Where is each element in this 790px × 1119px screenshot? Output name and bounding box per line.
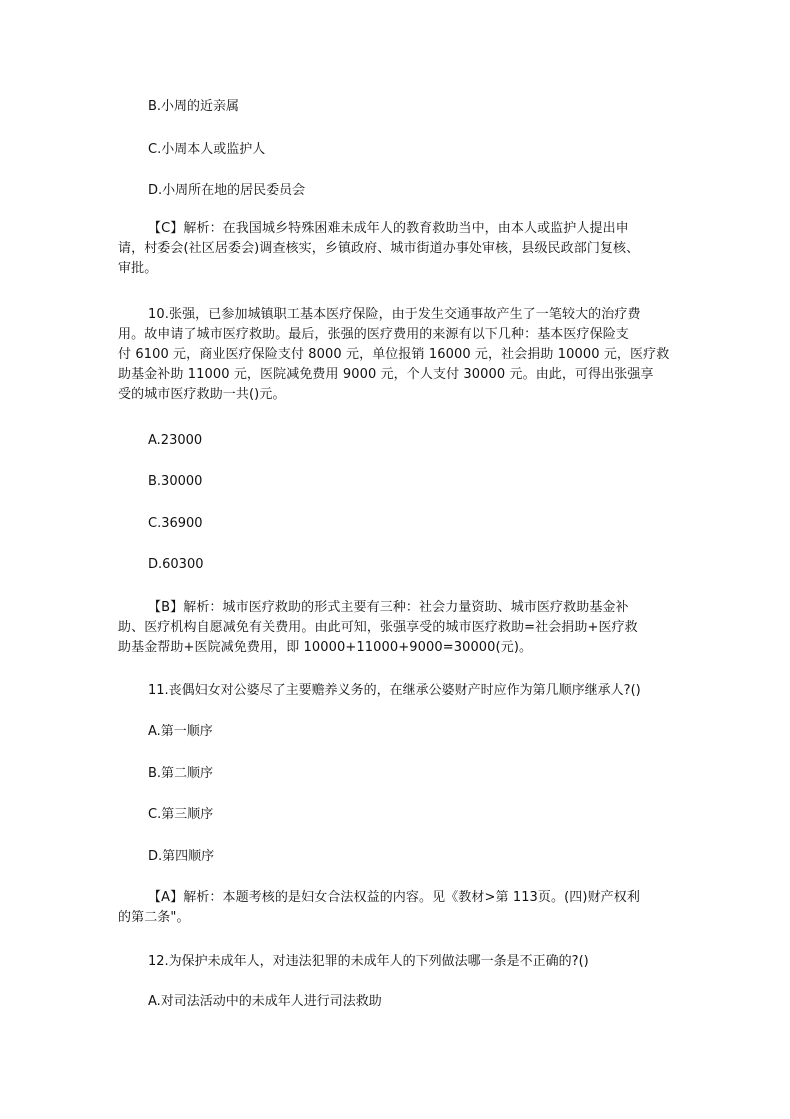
q9-analysis-line-1: 【C】解析：在我国城乡特殊困难未成年人的教育救助当中，由本人或监护人提出申 [148,221,629,236]
q11-stem: 11.丧偶妇女对公婆尽了主要赡养义务的，在继承公婆财产时应作为第几顺序继承人?() [148,683,641,698]
q9-option-c: C.小周本人或监护人 [148,142,266,157]
q11-option-d: D.第四顺序 [148,849,215,864]
q9-analysis [118,220,673,280]
q11-option-a: A.第一顺序 [148,724,213,739]
q11-analysis-line-2: 的第二条"。 [118,910,190,925]
q10-stem-line-1: 10.张强，已参加城镇职工基本医疗保险，由于发生交通事故产生了一笔较大的治疗费 [148,307,641,322]
q10-option-a: A.23000 [148,433,203,448]
q10-stem-line-3: 付 6100 元，商业医疗保险支付 8000 元，单位报销 16000 元，社会捐助 10000 元，医疗救 [118,347,670,362]
q10-option-b: B.30000 [148,474,203,489]
q11-option-c: C.第三顺序 [148,807,214,822]
q10-stem-line-2: 用。故申请了城市医疗救助。最后，张强的医疗费用的来源有以下几种：基本医疗保险支 [118,327,629,342]
q10-stem-line-5: 受的城市医疗救助一共()元。 [118,387,286,402]
q10-option-d: D.60300 [148,557,204,572]
q9-option-b: B.小周的近亲属 [148,99,240,114]
q11-analysis [118,889,673,929]
q9-analysis-line-2: 请，村委会(社区居委会)调查核实，乡镇政府、城市街道办事处审核，县级民政部门复核、 [118,241,640,256]
q11-analysis-line-1: 【A】解析：本题考核的是妇女合法权益的内容。见《教材>第 113页。(四)财产权利 [148,890,640,905]
q9-option-d: D.小周所在地的居民委员会 [148,183,306,198]
q10-analysis-line-2: 助、医疗机构自愿减免有关费用。由此可知，张强享受的城市医疗救助=社会捐助+医疗救 [118,620,638,635]
q10-stem [118,306,673,406]
q12-option-a: A.对司法活动中的未成年人进行司法救助 [148,994,382,1009]
q10-analysis-line-1: 【B】解析：城市医疗救助的形式主要有三种：社会力量资助、城市医疗救助基金补 [148,600,629,615]
q12-stem: 12.为保护未成年人，对违法犯罪的未成年人的下列做法哪一条是不正确的?() [148,954,589,969]
q10-option-c: C.36900 [148,516,203,531]
q11-option-b: B.第二顺序 [148,766,214,781]
q9-analysis-line-3: 审批。 [118,261,158,276]
q10-analysis [118,599,673,659]
q10-analysis-line-3: 助基金帮助+医院减免费用，即 10000+11000+9000=30000(元)。 [118,640,533,655]
q10-stem-line-4: 助基金补助 11000 元，医院减免费用 9000 元，个人支付 30000 元。由此，可得出张强享 [118,367,654,382]
